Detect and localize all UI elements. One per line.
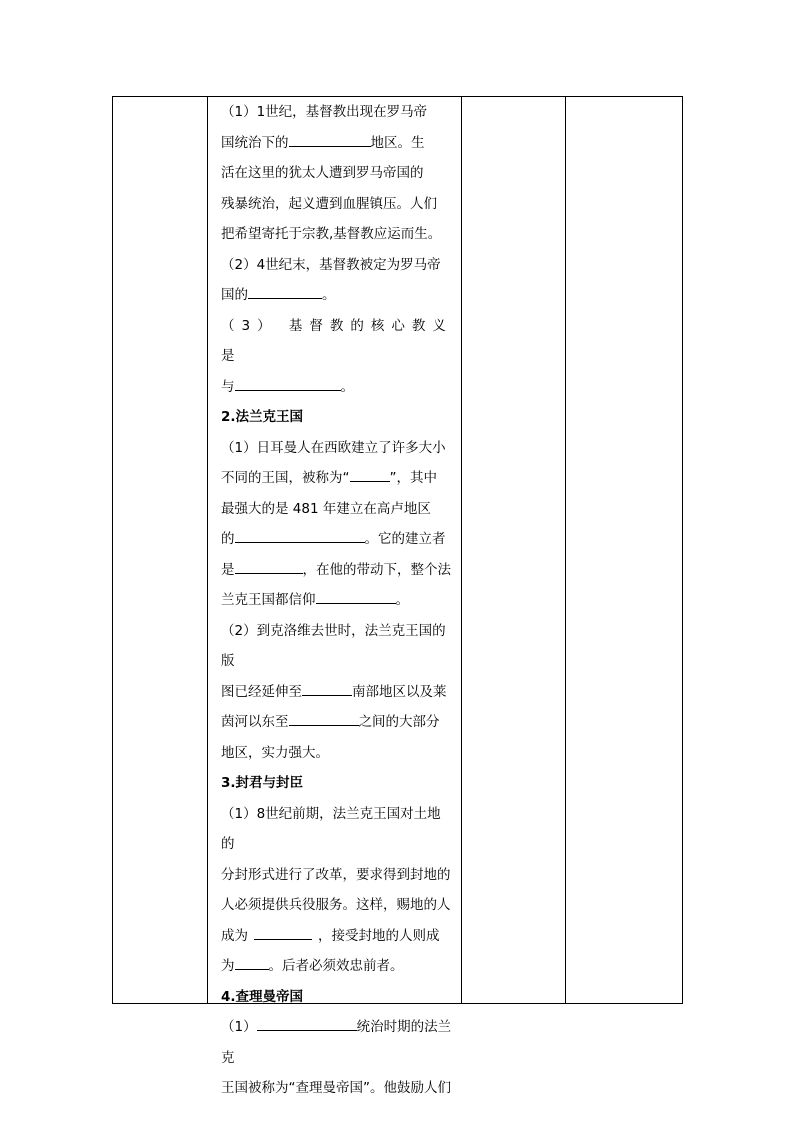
fill-blank[interactable] xyxy=(235,556,303,574)
text: ”，其中 xyxy=(389,470,437,486)
text-line xyxy=(221,494,453,525)
table-cell-third xyxy=(462,97,566,1004)
text: 残暴统治，起义遭到血腥镇压。人们 xyxy=(221,195,437,212)
text: （1）日耳曼人在西欧建立了许多大小 xyxy=(221,439,446,456)
text: 把希望寄托于宗教,基督教应运而生。 xyxy=(221,226,442,242)
text-line xyxy=(221,1073,453,1104)
text: 最强大的是 481 年建立在高卢地区 xyxy=(221,500,431,517)
text-line xyxy=(221,616,453,677)
text-line xyxy=(221,372,453,403)
text-line xyxy=(221,951,453,982)
text-line xyxy=(221,250,453,281)
table-cell-left xyxy=(113,97,208,1004)
text-line xyxy=(221,524,453,555)
text: 国的 xyxy=(221,287,248,303)
text: 之间的大部分 xyxy=(358,714,440,730)
worksheet-content xyxy=(208,97,461,1096)
text: 。 xyxy=(395,592,409,608)
text-line xyxy=(221,189,453,220)
text-line xyxy=(221,433,453,464)
text: 王国被称为“查理曼帝国”。他鼓励人们 xyxy=(221,1080,451,1096)
text: 茵河以东至 xyxy=(221,714,289,730)
text: 的 xyxy=(221,531,235,547)
section-heading: 3.封君与封臣 xyxy=(221,775,304,791)
fill-blank[interactable] xyxy=(350,464,390,482)
fill-blank[interactable] xyxy=(257,1013,357,1031)
text: 人必须提供兵役服务。这样，赐地的人 xyxy=(221,897,451,913)
text: 活在这里的犹太人遭到罗马帝国的 xyxy=(221,165,424,181)
fill-blank[interactable] xyxy=(248,281,322,299)
text: 国统治下的 xyxy=(221,134,289,151)
section-heading: 2.法兰克王国 xyxy=(221,409,304,425)
text-line xyxy=(221,555,453,586)
text: （2）到克洛维去世时，法兰克王国的版 xyxy=(221,622,446,669)
text: 为 xyxy=(221,958,235,974)
text: 地区，实力强大。 xyxy=(221,744,329,761)
text-line xyxy=(221,585,453,616)
text-line xyxy=(221,97,453,128)
table-cell-right xyxy=(566,97,683,1004)
fill-blank[interactable] xyxy=(289,129,371,147)
text-line xyxy=(221,860,453,891)
text-line xyxy=(221,677,453,708)
text-line xyxy=(221,219,453,250)
fill-blank[interactable] xyxy=(302,678,352,696)
text: 地区。生 xyxy=(370,134,425,151)
text-line xyxy=(221,890,453,921)
text: 是 xyxy=(221,561,235,578)
text-line xyxy=(221,463,453,494)
table-row xyxy=(113,97,683,1004)
text: 。 xyxy=(322,287,336,303)
text: 兰克王国都信仰 xyxy=(221,592,316,608)
fill-blank[interactable] xyxy=(316,586,396,604)
text: 不同的王国，被称为“ xyxy=(221,470,350,486)
text: 分封形式进行了改革，要求得到封地的 xyxy=(221,866,451,883)
fill-blank[interactable] xyxy=(289,708,359,726)
fill-blank[interactable] xyxy=(235,525,365,543)
text-line xyxy=(221,158,453,189)
text: （1） xyxy=(221,1019,257,1035)
text-line xyxy=(221,799,453,860)
text: （3） 基督教的核心教义是 xyxy=(221,317,453,364)
text: 南部地区以及莱 xyxy=(352,683,447,700)
section-heading: 4.查理曼帝国 xyxy=(221,988,304,1005)
text: 。后者必须效忠前者。 xyxy=(268,958,404,974)
text-line xyxy=(221,1012,453,1073)
text: （2）4世纪末，基督教被定为罗马帝 xyxy=(221,256,441,273)
text: 。 xyxy=(340,378,354,395)
text: 与 xyxy=(221,378,235,395)
text-line xyxy=(221,707,453,738)
text-line xyxy=(221,280,453,311)
text-line xyxy=(221,128,453,159)
text: 成为 xyxy=(221,927,248,944)
text-line xyxy=(221,738,453,769)
worksheet-table xyxy=(112,96,683,1096)
text: ，接受封地的人则成 xyxy=(318,927,440,944)
text: 。它的建立者 xyxy=(364,531,446,547)
text: ，在他的带动下，整个法 xyxy=(302,561,451,578)
fill-blank[interactable] xyxy=(235,952,269,970)
text: （1）1世纪，基督教出现在罗马帝 xyxy=(221,104,428,120)
fill-blank[interactable] xyxy=(254,922,312,940)
table-cell-content xyxy=(208,97,462,1096)
text-line xyxy=(221,311,453,372)
fill-blank[interactable] xyxy=(235,373,341,391)
text: 统治时期的法兰克 xyxy=(221,1019,452,1066)
text-line xyxy=(221,921,453,952)
text: （1）8世纪前期，法兰克王国对土地的 xyxy=(221,805,441,852)
text: 图已经延伸至 xyxy=(221,683,302,700)
